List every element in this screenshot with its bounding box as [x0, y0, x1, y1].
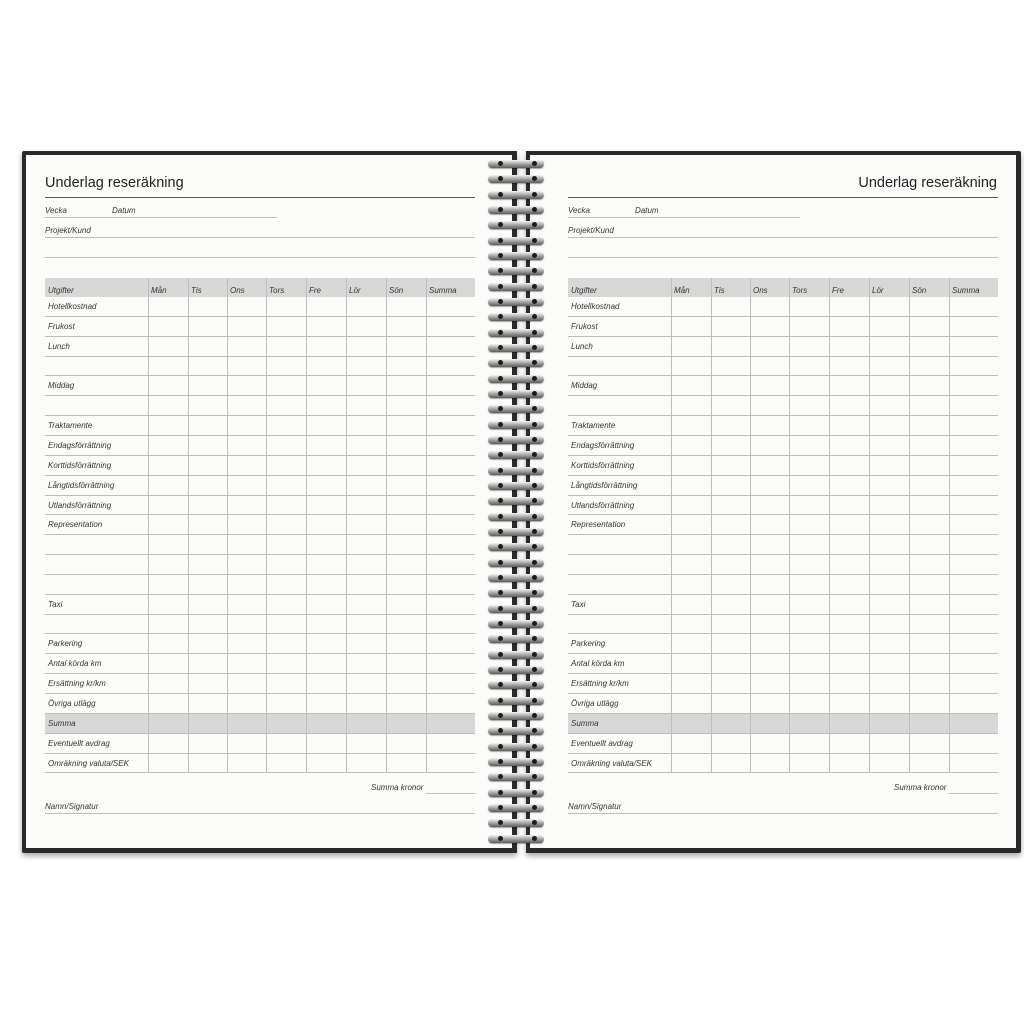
left-row-label: Lunch: [48, 341, 70, 351]
right-col-header: Ons: [753, 286, 768, 295]
right-col-header: Utgifter: [571, 286, 597, 295]
right-row-label: Omräkning valuta/SEK: [571, 758, 652, 768]
spiral-ring: [484, 282, 554, 292]
right-row-rule: [568, 693, 998, 694]
left-col-header: Fre: [309, 286, 321, 295]
spiral-ring: [484, 542, 554, 552]
right-col-header: Sön: [912, 286, 927, 295]
left-vecka-label: Vecka: [45, 206, 67, 215]
right-col-divider: [829, 278, 830, 773]
right-row-label: Frukost: [571, 321, 598, 331]
right-col-divider: [711, 278, 712, 773]
left-row-label: Endagsförrättning: [48, 440, 112, 450]
left-row-label: Summa: [48, 718, 76, 728]
right-col-header: Tors: [792, 286, 808, 295]
spiral-ring: [484, 435, 554, 445]
right-row-label: Långtidsförrättning: [571, 480, 638, 490]
spiral-ring: [484, 527, 554, 537]
right-row-label: Antal körda km: [571, 659, 625, 669]
right-row-label: Traktamente: [571, 421, 616, 431]
spiral-ring: [484, 266, 554, 276]
left-col-header: Mån: [151, 286, 167, 295]
right-row-rule: [568, 614, 998, 615]
left-summa-kronor-label: Summa kronor: [371, 783, 424, 792]
spiral-ring: [484, 588, 554, 598]
right-col-header: Mån: [674, 286, 690, 295]
right-row-rule: [568, 653, 998, 654]
spiral-ring: [484, 205, 554, 215]
right-col-header: Lör: [872, 286, 884, 295]
left-row-rule: [45, 693, 475, 694]
left-page-title: Underlag reseräkning: [45, 175, 184, 191]
right-col-divider: [869, 278, 870, 773]
right-vecka-label: Vecka: [568, 206, 590, 215]
right-row-rule: [568, 594, 998, 595]
spiral-ring: [484, 297, 554, 307]
right-row-rule: [568, 554, 998, 555]
left-col-header: Sön: [389, 286, 404, 295]
left-datum-label: Datum: [112, 206, 136, 215]
left-row-label: Korttidsförrättning: [48, 460, 112, 470]
left-row-rule: [45, 653, 475, 654]
right-row-rule: [568, 673, 998, 674]
left-col-header: Tis: [191, 286, 202, 295]
right-row-rule: [568, 514, 998, 515]
right-row-rule: [568, 316, 998, 317]
spiral-ring: [484, 788, 554, 798]
left-blank-line: [45, 257, 475, 258]
right-col-divider: [789, 278, 790, 773]
right-row-rule: [568, 435, 998, 436]
left-table-header: [45, 278, 475, 297]
right-row-label: Ersättning kr/km: [571, 679, 629, 689]
left-col-header: Lör: [349, 286, 361, 295]
right-row-rule: [568, 336, 998, 337]
left-row-rule: [45, 772, 475, 773]
spiral-ring: [484, 619, 554, 629]
right-signature-label: Namn/Signatur: [568, 802, 622, 811]
left-row-label: Antal körda km: [48, 659, 102, 669]
left-row-label: Representation: [48, 520, 103, 530]
left-row-rule: [45, 574, 475, 575]
right-row-rule: [568, 475, 998, 476]
spiral-ring: [484, 159, 554, 169]
left-row-rule: [45, 395, 475, 396]
right-row-rule: [568, 574, 998, 575]
right-projekt-line: [568, 237, 998, 238]
spiral-ring: [484, 604, 554, 614]
left-col-divider: [188, 278, 189, 773]
left-row-rule: [45, 514, 475, 515]
right-datum-label: Datum: [635, 206, 659, 215]
left-row-rule: [45, 594, 475, 595]
spiral-ring: [484, 481, 554, 491]
right-vecka-line: [568, 217, 800, 218]
right-col-divider: [909, 278, 910, 773]
left-row-rule: [45, 356, 475, 357]
right-row-rule: [568, 415, 998, 416]
right-row-label: Korttidsförrättning: [571, 460, 635, 470]
left-row-rule: [45, 495, 475, 496]
spiral-ring: [484, 772, 554, 782]
left-row-label: Övriga utlägg: [48, 699, 96, 708]
left-vecka-line: [45, 217, 277, 218]
spiral-ring: [484, 512, 554, 522]
right-row-rule: [568, 495, 998, 496]
spiral-ring: [484, 236, 554, 246]
right-row-label: Lunch: [571, 341, 593, 351]
spiral-ring: [484, 711, 554, 721]
left-projekt-label: Projekt/Kund: [45, 226, 91, 235]
left-row-label: Frukost: [48, 321, 75, 331]
spiral-ring: [484, 818, 554, 828]
left-col-divider: [346, 278, 347, 773]
right-row-label: Utlandsförrättning: [571, 500, 635, 510]
right-col-header: Fre: [832, 286, 844, 295]
spiral-ring: [484, 665, 554, 675]
left-row-rule: [45, 713, 475, 714]
right-row-rule: [568, 455, 998, 456]
right-col-divider: [671, 278, 672, 773]
spiral-ring: [484, 803, 554, 813]
spiral-ring: [484, 312, 554, 322]
right-signature-line: [568, 813, 998, 814]
right-row-label: Representation: [571, 520, 626, 530]
left-row-rule: [45, 435, 475, 436]
right-summa-kronor-line: [949, 793, 998, 794]
right-row-label: Endagsförrättning: [571, 440, 635, 450]
spiral-ring: [484, 558, 554, 568]
left-row-rule: [45, 415, 475, 416]
right-col-divider: [750, 278, 751, 773]
left-row-rule: [45, 753, 475, 754]
spiral-ring: [484, 328, 554, 338]
spiral-binding: [484, 157, 554, 847]
right-row-label: Taxi: [571, 599, 586, 609]
right-row-rule: [568, 633, 998, 634]
left-row-rule: [45, 336, 475, 337]
left-col-header: Ons: [230, 286, 245, 295]
left-row-rule: [45, 633, 475, 634]
left-row-rule: [45, 316, 475, 317]
spiral-ring: [484, 190, 554, 200]
left-col-divider: [148, 278, 149, 773]
spiral-ring: [484, 343, 554, 353]
left-row-label: Utlandsförrättning: [48, 500, 112, 510]
left-col-header: Utgifter: [48, 286, 74, 295]
right-row-rule: [568, 713, 998, 714]
left-summa-row-band: [45, 714, 475, 734]
spiral-ring: [484, 634, 554, 644]
spiral-ring: [484, 420, 554, 430]
right-table-header: [568, 278, 998, 297]
right-col-header: Summa: [952, 286, 980, 295]
left-col-divider: [426, 278, 427, 773]
left-col-divider: [306, 278, 307, 773]
left-signature-label: Namn/Signatur: [45, 802, 99, 811]
right-row-label: Summa: [571, 718, 599, 728]
spiral-ring: [484, 404, 554, 414]
left-row-label: Ersättning kr/km: [48, 679, 106, 689]
spiral-ring: [484, 389, 554, 399]
left-row-rule: [45, 475, 475, 476]
left-title-rule: [45, 197, 475, 198]
right-row-rule: [568, 772, 998, 773]
left-row-label: Hotellkostnad: [48, 302, 97, 311]
right-row-rule: [568, 733, 998, 734]
right-row-label: Hotellkostnad: [571, 302, 620, 311]
left-row-label: Middag: [48, 381, 75, 391]
right-row-rule: [568, 356, 998, 357]
left-row-rule: [45, 673, 475, 674]
left-row-rule: [45, 554, 475, 555]
left-row-label: Traktamente: [48, 421, 93, 431]
spiral-ring: [484, 496, 554, 506]
left-row-rule: [45, 534, 475, 535]
spiral-ring: [484, 358, 554, 368]
left-row-label: Omräkning valuta/SEK: [48, 758, 129, 768]
right-row-label: Parkering: [571, 639, 606, 649]
spiral-ring: [484, 696, 554, 706]
spiral-ring: [484, 466, 554, 476]
left-col-header: Summa: [429, 286, 457, 295]
spiral-ring: [484, 726, 554, 736]
right-row-rule: [568, 534, 998, 535]
spiral-ring: [484, 742, 554, 752]
right-col-header: Tis: [714, 286, 725, 295]
right-row-rule: [568, 395, 998, 396]
right-row-label: Eventuellt avdrag: [571, 738, 633, 748]
right-row-label: Middag: [571, 381, 598, 391]
left-row-label: Långtidsförrättning: [48, 480, 115, 490]
left-row-rule: [45, 455, 475, 456]
left-row-label: Taxi: [48, 599, 63, 609]
spiral-ring: [484, 174, 554, 184]
right-col-divider: [949, 278, 950, 773]
right-page-title: Underlag reseräkning: [858, 175, 997, 191]
right-row-label: Övriga utlägg: [571, 699, 619, 708]
left-row-rule: [45, 733, 475, 734]
spiral-ring: [484, 251, 554, 261]
right-row-rule: [568, 375, 998, 376]
spiral-ring: [484, 374, 554, 384]
spiral-ring: [484, 757, 554, 767]
right-blank-line: [568, 257, 998, 258]
right-summa-row-band: [568, 714, 998, 734]
spiral-ring: [484, 680, 554, 690]
left-row-rule: [45, 375, 475, 376]
left-row-rule: [45, 614, 475, 615]
spiral-ring: [484, 834, 554, 844]
left-col-header: Tors: [269, 286, 285, 295]
spiral-ring: [484, 650, 554, 660]
left-projekt-line: [45, 237, 475, 238]
left-col-divider: [266, 278, 267, 773]
left-col-divider: [227, 278, 228, 773]
spiral-ring: [484, 573, 554, 583]
right-row-rule: [568, 753, 998, 754]
right-summa-kronor-label: Summa kronor: [894, 783, 947, 792]
spiral-ring: [484, 220, 554, 230]
right-projekt-label: Projekt/Kund: [568, 226, 614, 235]
right-title-rule: [568, 197, 998, 198]
spiral-ring: [484, 450, 554, 460]
left-col-divider: [386, 278, 387, 773]
left-summa-kronor-line: [426, 793, 475, 794]
left-row-label: Eventuellt avdrag: [48, 738, 110, 748]
left-signature-line: [45, 813, 475, 814]
left-row-label: Parkering: [48, 639, 83, 649]
